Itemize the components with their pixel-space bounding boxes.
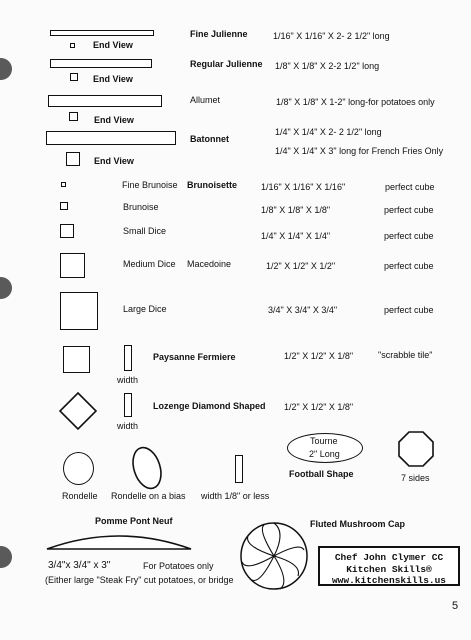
regular-julienne-size: 1/8" X 1/8" X 2-2 1/2" long	[275, 61, 380, 71]
fine-brunoise-alt-name: Brunoisette	[187, 180, 238, 190]
batonnet-size-1: 1/4" X 1/4" X 2- 2 1/2" long	[275, 127, 382, 137]
large-dice-size: 3/4" X 3/4" X 3/4"	[268, 305, 338, 315]
paysanne-shape-label: "scrabble tile"	[378, 350, 433, 360]
end-view-label: End View	[94, 115, 134, 125]
fine-brunoise-name: Fine Brunoise	[122, 180, 178, 190]
end-view-label: End View	[93, 74, 133, 84]
width-eighth-shape	[235, 455, 243, 483]
large-dice-name: Large Dice	[123, 304, 167, 314]
brunoise-size: 1/8" X 1/8" X 1/8"	[261, 205, 331, 215]
lozenge-width-shape	[124, 393, 132, 417]
fluted-mushroom-cap-shape	[238, 520, 310, 592]
page-number: 5	[452, 600, 459, 612]
medium-dice-name: Medium Dice	[123, 259, 176, 269]
seven-sided-tourne-shape	[397, 430, 435, 468]
fine-julienne-shape	[50, 30, 154, 36]
paysanne-size: 1/2" X 1/2" X 1/8"	[284, 351, 354, 361]
batonnet-size-2: 1/4" X 1/4" X 3" long for French Fries Only	[275, 146, 444, 156]
width-eighth-label: width 1/8" or less	[201, 491, 270, 501]
allumet-name: Allumet	[190, 95, 221, 105]
paysanne-name: Paysanne Fermiere	[153, 352, 236, 362]
batonnet-shape	[46, 131, 176, 145]
rondelle-label: Rondelle	[62, 491, 98, 501]
binder-hole	[0, 546, 12, 568]
medium-dice-alt-name: Macedoine	[187, 259, 232, 269]
pomme-pont-neuf-name: Pomme Pont Neuf	[95, 516, 173, 526]
small-dice-shape-label: perfect cube	[384, 231, 434, 241]
allumet-end-view	[69, 112, 78, 121]
rondelle-bias-shape	[129, 444, 165, 492]
paysanne-width-shape	[124, 345, 132, 371]
regular-julienne-name: Regular Julienne	[190, 59, 263, 69]
allumet-shape	[48, 95, 162, 107]
regular-julienne-end-view	[70, 73, 78, 81]
small-dice-name: Small Dice	[123, 226, 167, 236]
fluted-mushroom-name: Fluted Mushroom Cap	[310, 519, 405, 529]
regular-julienne-shape	[50, 59, 152, 68]
paysanne-shape	[63, 346, 90, 373]
width-label: width	[117, 421, 139, 431]
lozenge-diamond-shape	[58, 391, 98, 431]
football-shape-label: Football Shape	[289, 469, 354, 479]
tourne-length-label: 2" Long	[309, 449, 340, 459]
stamp-chef-name: Chef John Clymer CC	[334, 552, 444, 563]
small-dice-shape	[60, 224, 74, 238]
rondelle-bias-label: Rondelle on a bias	[111, 491, 186, 501]
fine-julienne-end-view	[70, 43, 75, 48]
pomme-pont-neuf-note: For Potatoes only	[143, 561, 214, 571]
fine-brunoise-size: 1/16" X 1/16" X 1/16"	[261, 182, 346, 192]
stamp-website[interactable]: www.kitchenskills.us	[331, 575, 447, 586]
binder-hole	[0, 277, 12, 299]
pomme-pont-neuf-size: 3/4"x 3/4" x 3"	[48, 560, 111, 571]
brunoise-name: Brunoise	[123, 202, 159, 212]
pomme-pont-neuf-shape	[44, 527, 194, 555]
lozenge-size: 1/2" X 1/2" X 1/8"	[284, 402, 354, 412]
medium-dice-size: 1/2" X 1/2" X 1/2"	[266, 261, 336, 271]
seven-sides-label: 7 sides	[401, 473, 430, 483]
medium-dice-shape	[60, 253, 85, 278]
large-dice-shape-label: perfect cube	[384, 305, 434, 315]
fine-brunoise-shape-label: perfect cube	[385, 182, 435, 192]
large-dice-shape	[60, 292, 98, 330]
end-view-label: End View	[94, 156, 134, 166]
tourne-label: Tourne	[310, 436, 338, 446]
batonnet-end-view	[66, 152, 80, 166]
rondelle-shape	[63, 452, 94, 485]
batonnet-name: Batonnet	[190, 134, 229, 144]
fine-julienne-name: Fine Julienne	[190, 29, 248, 39]
chef-stamp	[318, 546, 460, 586]
pomme-pont-neuf-note-2: (Either large "Steak Fry" cut potatoes, or bridge	[45, 575, 234, 585]
binder-hole	[0, 58, 12, 80]
brunoise-shape-label: perfect cube	[384, 205, 434, 215]
medium-dice-shape-label: perfect cube	[384, 261, 434, 271]
lozenge-name: Lozenge Diamond Shaped	[153, 401, 266, 411]
end-view-label: End View	[93, 40, 133, 50]
brunoise-shape	[60, 202, 68, 210]
fine-brunoise-shape	[61, 182, 66, 187]
small-dice-size: 1/4" X 1/4" X 1/4"	[261, 231, 331, 241]
fine-julienne-size: 1/16" X 1/16" X 2- 2 1/2" long	[273, 31, 390, 41]
stamp-brand: Kitchen Skills®	[346, 564, 432, 575]
width-label: width	[117, 375, 139, 385]
allumet-size: 1/8" X 1/8" X 1-2" long-for potatoes only	[276, 97, 435, 107]
